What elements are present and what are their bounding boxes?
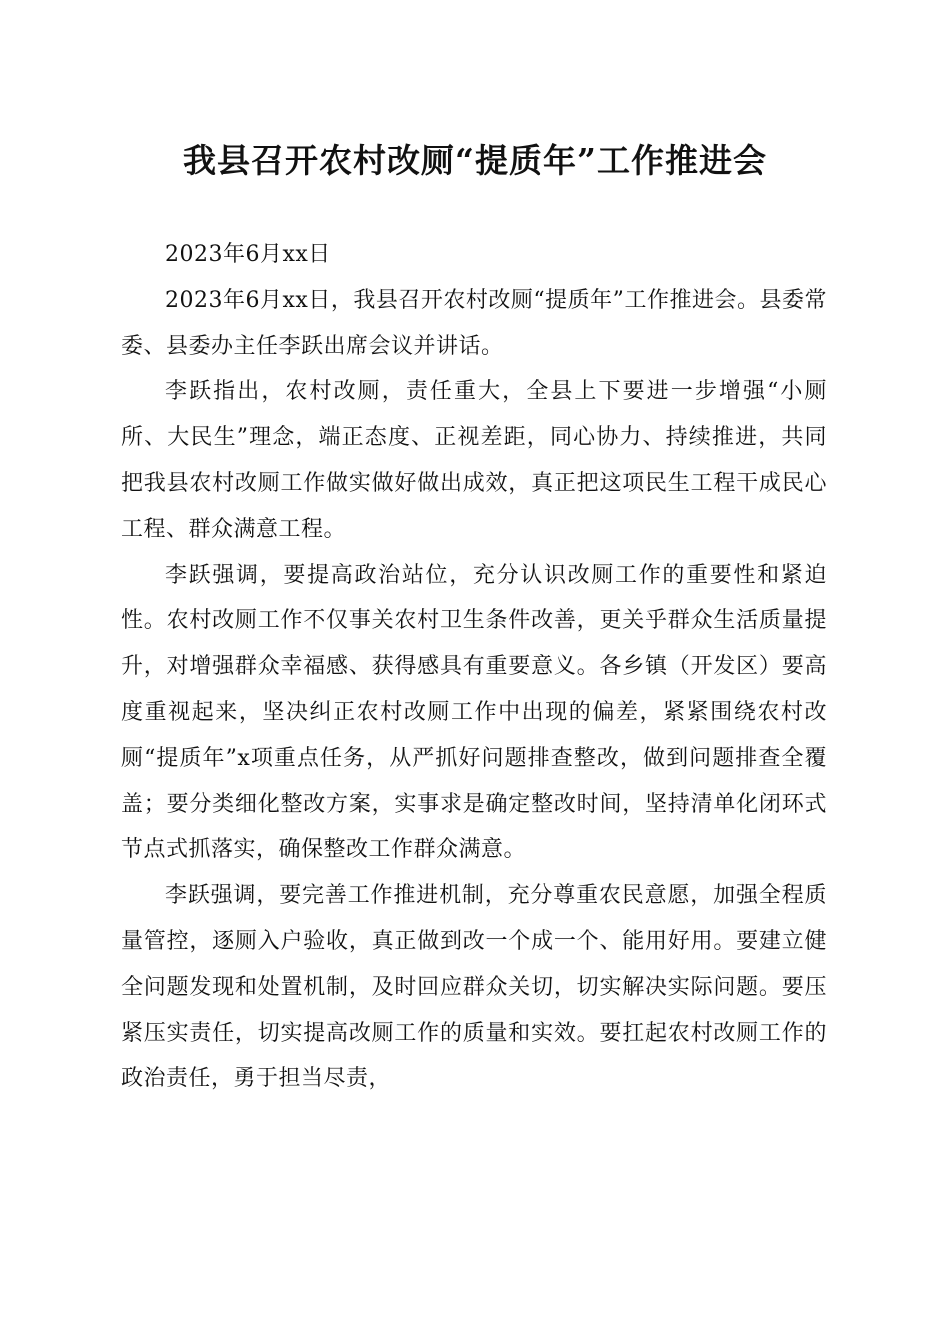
paragraph-1: 2023年6月xx日，我县召开农村改厕“提质年”工作推进会。县委常委、县委办主任李跃出席会议并讲话。: [121, 287, 827, 359]
paragraph-2: 李跃指出，农村改厕，责任重大，全县上下要进一步增强“小厕所、大民生”理念，端正态度、正视差距，同心协力、持续推进，共同把我县农村改厕工作做实做好做出成效，真正把这项民生工程干成民心工程、群众满意工程。: [121, 379, 827, 542]
date-line: 2023年6月xx日: [165, 242, 331, 267]
document-body: [121, 232, 827, 1102]
paragraph-4: 李跃强调，要完善工作推进机制，充分尊重农民意愿，加强全程质量管控，逐厕入户验收，真正做到改一个成一个、能用好用。要建立健全问题发现和处置机制，及时回应群众关切，切实解决实际问题。要压紧压实责任，切实提高改厕工作的质量和实效。要扛起农村改厕工作的政治责任，勇于担当尽责，: [121, 883, 827, 1092]
paragraph-3: 李跃强调，要提高政治站位，充分认识改厕工作的重要性和紧迫性。农村改厕工作不仅事关农村卫生条件改善，更关乎群众生活质量提升，对增强群众幸福感、获得感具有重要意义。各乡镇（开发区）要高度重视起来，坚决纠正农村改厕工作中出现的偏差，紧紧围绕农村改厕“提质年”x项重点任务，从严抓好问题排查整改，做到问题排查全覆盖；要分类细化整改方案，实事求是确定整改时间，坚持清单化闭环式节点式抓落实，确保整改工作群众满意。: [121, 562, 827, 863]
document-title: 我县召开农村改厕“提质年”工作推进会: [183, 141, 767, 180]
